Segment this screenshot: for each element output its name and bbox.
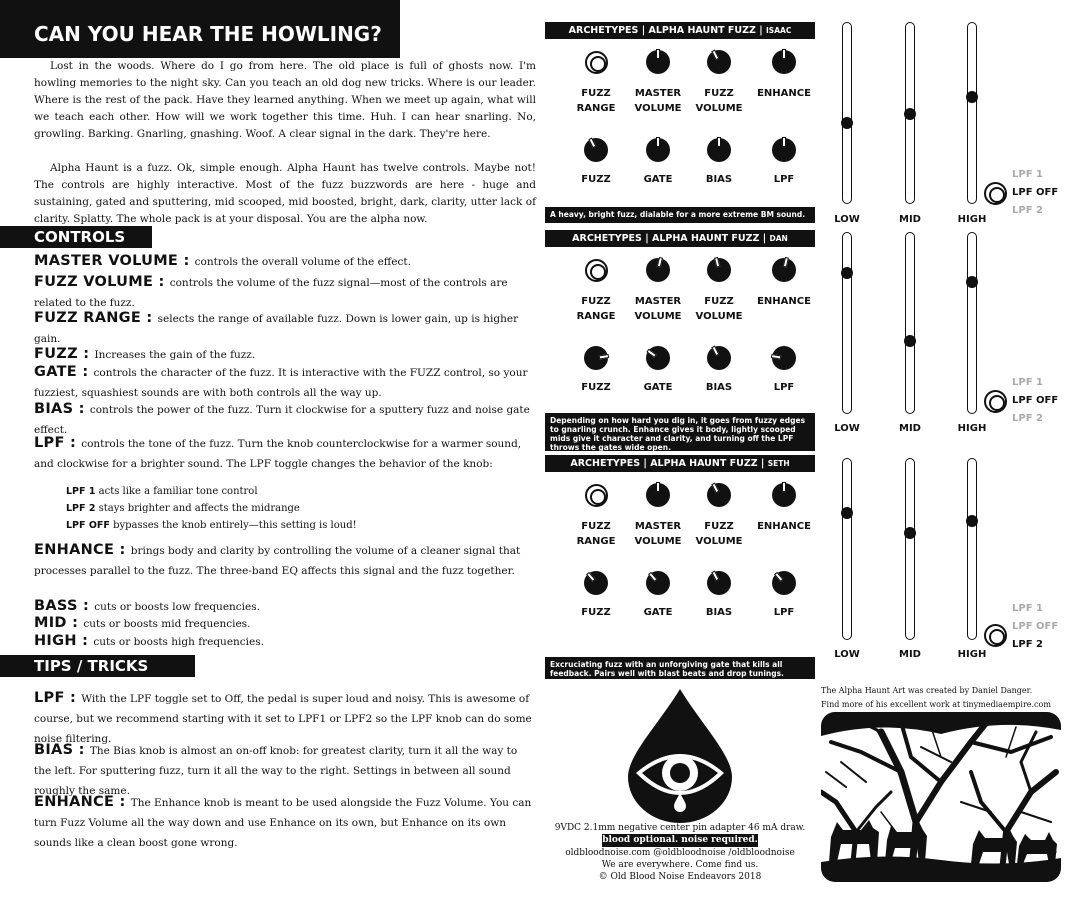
wolves-woods-artwork (821, 712, 1061, 882)
knob[interactable] (707, 138, 731, 162)
page-title: CAN YOU HEAR THE HOWLING? (0, 0, 400, 58)
knob[interactable] (772, 571, 796, 595)
archetype-caption: Depending on how hard you dig in, it goes from fuzzy edges to gnarling crunch. Enhance gives it body, lightly scooped mids give it character and clarity, and turning off the LPF throws the gates wide open. (545, 413, 815, 451)
lpf-toggle-option: LPF OFF (1012, 395, 1059, 406)
knob-label: FUZZ (581, 607, 611, 618)
lpf-toggle-labels (1012, 600, 1058, 654)
eq-slider-track[interactable] (842, 458, 852, 640)
knob[interactable] (646, 138, 670, 162)
lpf-mode-entry (66, 486, 258, 497)
archetypes-label: ARCHETYPES (570, 458, 641, 469)
tips-heading: TIPS / TRICKS (0, 655, 195, 677)
lpf-toggle-switch[interactable] (984, 390, 1007, 413)
copyright: © Old Blood Noise Endeavors 2018 (598, 872, 762, 882)
knob-label: LPF (773, 607, 795, 618)
knob-indicator (656, 137, 660, 147)
lpf-mode-desc: acts like a familiar tone control (98, 486, 258, 497)
eq-slider-track[interactable] (905, 22, 915, 204)
control-term: FUZZ RANGE : (34, 310, 153, 326)
fuzz-range-switch[interactable] (585, 51, 608, 74)
eq-slider-thumb[interactable] (966, 91, 978, 103)
lpf-toggle-option: LPF OFF (1012, 187, 1059, 198)
eq-slider-thumb[interactable] (966, 515, 978, 527)
knob[interactable] (772, 258, 796, 282)
eq-label: LOW (834, 649, 860, 660)
lpf-mode-term: LPF 1 (66, 486, 96, 497)
controls-heading: CONTROLS (0, 226, 152, 248)
knob[interactable] (646, 483, 670, 507)
knob-indicator (714, 257, 720, 268)
knob-indicator (771, 354, 782, 360)
lpf-toggle-switch[interactable] (984, 624, 1007, 647)
eq-slider-thumb[interactable] (841, 117, 853, 129)
archetype-caption: Excruciating fuzz with an unforgiving gate that kills all feedback. Pairs well with blast beats and drop tunings. (545, 657, 815, 679)
eq-label: MID (899, 423, 921, 434)
tagline-badge: blood optional. noise required. (602, 835, 758, 845)
lpf-toggle-labels (1012, 166, 1058, 220)
lpf-toggle-option: LPF 2 (1012, 413, 1043, 424)
lpf-mode-term: LPF 2 (66, 503, 96, 514)
lpf-toggle-option: LPF 1 (1012, 377, 1043, 388)
knob-label: FUZZ VOLUME (695, 521, 743, 547)
knob[interactable] (707, 50, 731, 74)
knob-indicator (656, 49, 660, 59)
control-entry (34, 272, 536, 312)
control-desc: controls the character of the fuzz. It is interactive with the FUZZ control, so your fuzziest, squashiest sounds are with both controls all the way up. (34, 367, 528, 399)
control-desc: cuts or boosts low frequencies. (94, 601, 260, 613)
knob[interactable] (772, 483, 796, 507)
knob-indicator (648, 572, 658, 582)
power-spec: 9VDC 2.1mm negative center pin adapter 46 mA draw. (554, 823, 806, 833)
knob[interactable] (707, 346, 731, 370)
knob-label: ENHANCE (757, 521, 811, 532)
knob[interactable] (772, 138, 796, 162)
knob[interactable] (646, 258, 670, 282)
control-term: MID : (34, 615, 79, 631)
eq-slider-track[interactable] (905, 458, 915, 640)
knob-indicator (782, 137, 786, 147)
knob-label: LPF (773, 382, 795, 393)
archetypes-label: ARCHETYPES (568, 25, 639, 36)
eq-label: LOW (834, 423, 860, 434)
tip-term: LPF : (34, 690, 77, 706)
lpf-toggle-switch[interactable] (984, 182, 1007, 205)
knob-label: FUZZ RANGE (576, 296, 616, 322)
eq-label: LOW (834, 214, 860, 225)
lpf-mode-entry (66, 520, 357, 531)
control-term: FUZZ : (34, 346, 90, 362)
knob-label: BIAS (705, 174, 733, 185)
eq-slider-track[interactable] (967, 22, 977, 204)
knob[interactable] (772, 50, 796, 74)
control-entry (34, 251, 536, 271)
tip-desc: The Enhance knob is meant to be used alongside the Fuzz Volume. You can turn Fuzz Volume all the way down and use Enhance on its own, but Enhance on its own sounds like a clean boost gone wrong. (34, 797, 532, 849)
eq-slider-thumb[interactable] (904, 527, 916, 539)
control-term: ENHANCE : (34, 542, 126, 558)
control-entry (34, 433, 536, 473)
knob-label: GATE (643, 382, 673, 393)
eq-label: HIGH (957, 214, 987, 225)
knob-label: FUZZ (581, 382, 611, 393)
knob-label: MASTER VOLUME (634, 88, 682, 114)
tip-entry (34, 740, 536, 800)
knob-indicator (711, 50, 719, 61)
knob-label: GATE (643, 174, 673, 185)
knob-indicator (717, 137, 721, 147)
slogan: We are everywhere. Come find us. (601, 860, 759, 870)
knob-indicator (646, 349, 656, 358)
lpf-toggle-option: LPF 2 (1012, 639, 1043, 650)
intro-paragraph-1: Lost in the woods. Where do I go from here. The old place is full of ghosts now. I'm howling memories to the night sky. Can you teach an old dog new tricks. Where is our leader. Where is the rest of the pack. Have they learned anything. When we meet up again, what will we teach each other. How will we work together this time. Huh. I can hear snarling. No, growling. Barking. Gnarling, gnashing. Woof. A clear signal in the dark. They're here. (34, 60, 536, 140)
tip-term: BIAS : (34, 742, 85, 758)
knob[interactable] (646, 346, 670, 370)
eq-label: MID (899, 649, 921, 660)
knob-indicator (586, 572, 596, 582)
lpf-toggle-option: LPF 1 (1012, 603, 1043, 614)
knob-indicator (711, 571, 719, 582)
lpf-mode-term: LPF OFF (66, 520, 110, 531)
control-desc: cuts or boosts mid frequencies. (83, 618, 251, 630)
lpf-toggle-labels (1012, 374, 1058, 428)
control-term: BIAS : (34, 401, 85, 417)
lpf-mode-desc: bypasses the knob entirely—this setting is loud! (113, 520, 357, 531)
lpf-toggle-option: LPF 1 (1012, 169, 1043, 180)
control-term: BASS : (34, 598, 90, 614)
eq-slider-track[interactable] (967, 458, 977, 640)
knob-indicator (774, 572, 784, 582)
knob-indicator (783, 257, 789, 268)
knob[interactable] (707, 483, 731, 507)
knob[interactable] (646, 571, 670, 595)
control-desc: controls the power of the fuzz. Turn it clockwise for a sputtery fuzz and noise gate effect. (34, 404, 530, 436)
control-entry (34, 631, 536, 651)
eq-slider-track[interactable] (842, 22, 852, 204)
eq-slider-thumb[interactable] (841, 507, 853, 519)
control-desc: brings body and clarity by controlling the volume of a cleaner signal that processes parallel to the fuzz. The three-band EQ affects this signal and the fuzz together. (34, 545, 521, 577)
lpf-toggle-option: LPF 2 (1012, 205, 1043, 216)
fuzz-range-switch[interactable] (585, 484, 608, 507)
tip-entry (34, 688, 536, 748)
control-desc: controls the overall volume of the effect. (194, 256, 411, 268)
knob-label: BIAS (705, 382, 733, 393)
knob-indicator (599, 354, 610, 360)
lpf-mode-entry (66, 503, 300, 514)
control-desc: controls the volume of the fuzz signal—most of the controls are related to the fuzz. (34, 277, 508, 309)
knob-indicator (782, 49, 786, 59)
knob[interactable] (707, 571, 731, 595)
tip-desc: With the LPF toggle set to Off, the pedal is super loud and noisy. This is awesome of course, but we recommend starting with it set to LPF1 or LPF2 so the LPF knob can do some noise filtering. (34, 693, 532, 745)
eq-slider-track[interactable] (905, 232, 915, 414)
control-desc: selects the range of available fuzz. Down is lower gain, up is higher gain. (34, 313, 519, 345)
intro-paragraph-2: Alpha Haunt is a fuzz. Ok, simple enough. Alpha Haunt has twelve controls. Maybe not! The controls are highly interactive. Most of the fuzz buzzwords are here - huge and sustaining, gated and sputtering, mid scooped, mid boosted, bright, dark, clarity, utter lack of clarity. Splatty. The whole pack is at your disposal. You are the alpha now. (34, 162, 536, 225)
knob-label: GATE (643, 607, 673, 618)
control-entry (34, 613, 536, 633)
knob-indicator (657, 257, 663, 268)
eq-label: MID (899, 214, 921, 225)
control-desc: cuts or boosts high frequencies. (93, 636, 264, 648)
knob-indicator (656, 482, 660, 492)
knob-label: LPF (773, 174, 795, 185)
knob[interactable] (584, 571, 608, 595)
control-entry (34, 344, 536, 364)
control-desc: Increases the gain of the fuzz. (94, 349, 256, 361)
social-links[interactable]: oldbloodnoise.com @oldbloodnoise /oldbloodnoise (565, 848, 795, 858)
product-label: ALPHA HAUNT FUZZ (651, 233, 760, 244)
archetype-caption: A heavy, bright fuzz, dialable for a more extreme BM sound. (545, 207, 815, 223)
knob[interactable] (584, 138, 608, 162)
eq-slider-thumb[interactable] (966, 276, 978, 288)
blood-drop-eye-logo (620, 685, 740, 825)
archetypes-label: ARCHETYPES (572, 233, 642, 244)
tip-desc: The Bias knob is almost an on-off knob: for greatest clarity, turn it all the way to the left. For sputtering fuzz, turn it all the way to the right. Settings in between all sound roughly the same. (34, 745, 518, 797)
knob[interactable] (707, 258, 731, 282)
control-term: MASTER VOLUME : (34, 253, 190, 269)
lpf-toggle-option: LPF OFF (1012, 621, 1059, 632)
archetype-name: SETH (767, 459, 790, 468)
art-link[interactable]: Find more of his excellent work at tinymediaempire.com (821, 700, 1051, 709)
lpf-mode-desc: stays brighter and affects the midrange (98, 503, 300, 514)
knob-indicator (782, 482, 786, 492)
knob-label: ENHANCE (757, 296, 811, 307)
knob-label: FUZZ VOLUME (695, 88, 743, 114)
tip-term: ENHANCE : (34, 794, 126, 810)
control-term: HIGH : (34, 633, 89, 649)
knob-indicator (711, 483, 719, 494)
knob-label: FUZZ (581, 174, 611, 185)
knob-indicator (711, 346, 719, 357)
knob[interactable] (584, 346, 608, 370)
eq-slider-thumb[interactable] (904, 108, 916, 120)
eq-label: HIGH (957, 423, 987, 434)
archetype-name: ISAAC (766, 26, 792, 35)
archetype-header: ARCHETYPES | ALPHA HAUNT FUZZ | DAN (545, 230, 815, 247)
knob[interactable] (772, 346, 796, 370)
knob-label: MASTER VOLUME (634, 296, 682, 322)
control-entry (34, 362, 536, 402)
knob-label: BIAS (705, 607, 733, 618)
archetype-header: ARCHETYPES | ALPHA HAUNT FUZZ | SETH (545, 455, 815, 472)
control-term: FUZZ VOLUME : (34, 274, 165, 290)
control-term: GATE : (34, 364, 89, 380)
knob-label: FUZZ VOLUME (695, 296, 743, 322)
eq-label: HIGH (957, 649, 987, 660)
product-label: ALPHA HAUNT FUZZ (650, 458, 758, 469)
eq-slider-track[interactable] (842, 232, 852, 414)
control-entry (34, 308, 536, 348)
eq-slider-thumb[interactable] (841, 267, 853, 279)
eq-slider-thumb[interactable] (904, 335, 916, 347)
product-label: ALPHA HAUNT FUZZ (648, 25, 756, 36)
knob[interactable] (646, 50, 670, 74)
archetype-name: DAN (769, 234, 788, 243)
knob-label: FUZZ RANGE (576, 88, 616, 114)
archetype-header: ARCHETYPES | ALPHA HAUNT FUZZ | ISAAC (545, 22, 815, 39)
fuzz-range-switch[interactable] (585, 259, 608, 282)
control-desc: controls the tone of the fuzz. Turn the knob counterclockwise for a warmer sound, and clockwise for a brighter sound. The LPF toggle changes the behavior of the knob: (34, 438, 522, 470)
tip-entry (34, 792, 536, 852)
knob-label: FUZZ RANGE (576, 521, 616, 547)
art-credit: The Alpha Haunt Art was created by Daniel Danger. (821, 686, 1033, 695)
knob-label: MASTER VOLUME (634, 521, 682, 547)
knob-indicator (588, 138, 596, 149)
control-entry (34, 540, 536, 580)
eq-slider-track[interactable] (967, 232, 977, 414)
knob-label: ENHANCE (757, 88, 811, 99)
control-term: LPF : (34, 435, 77, 451)
